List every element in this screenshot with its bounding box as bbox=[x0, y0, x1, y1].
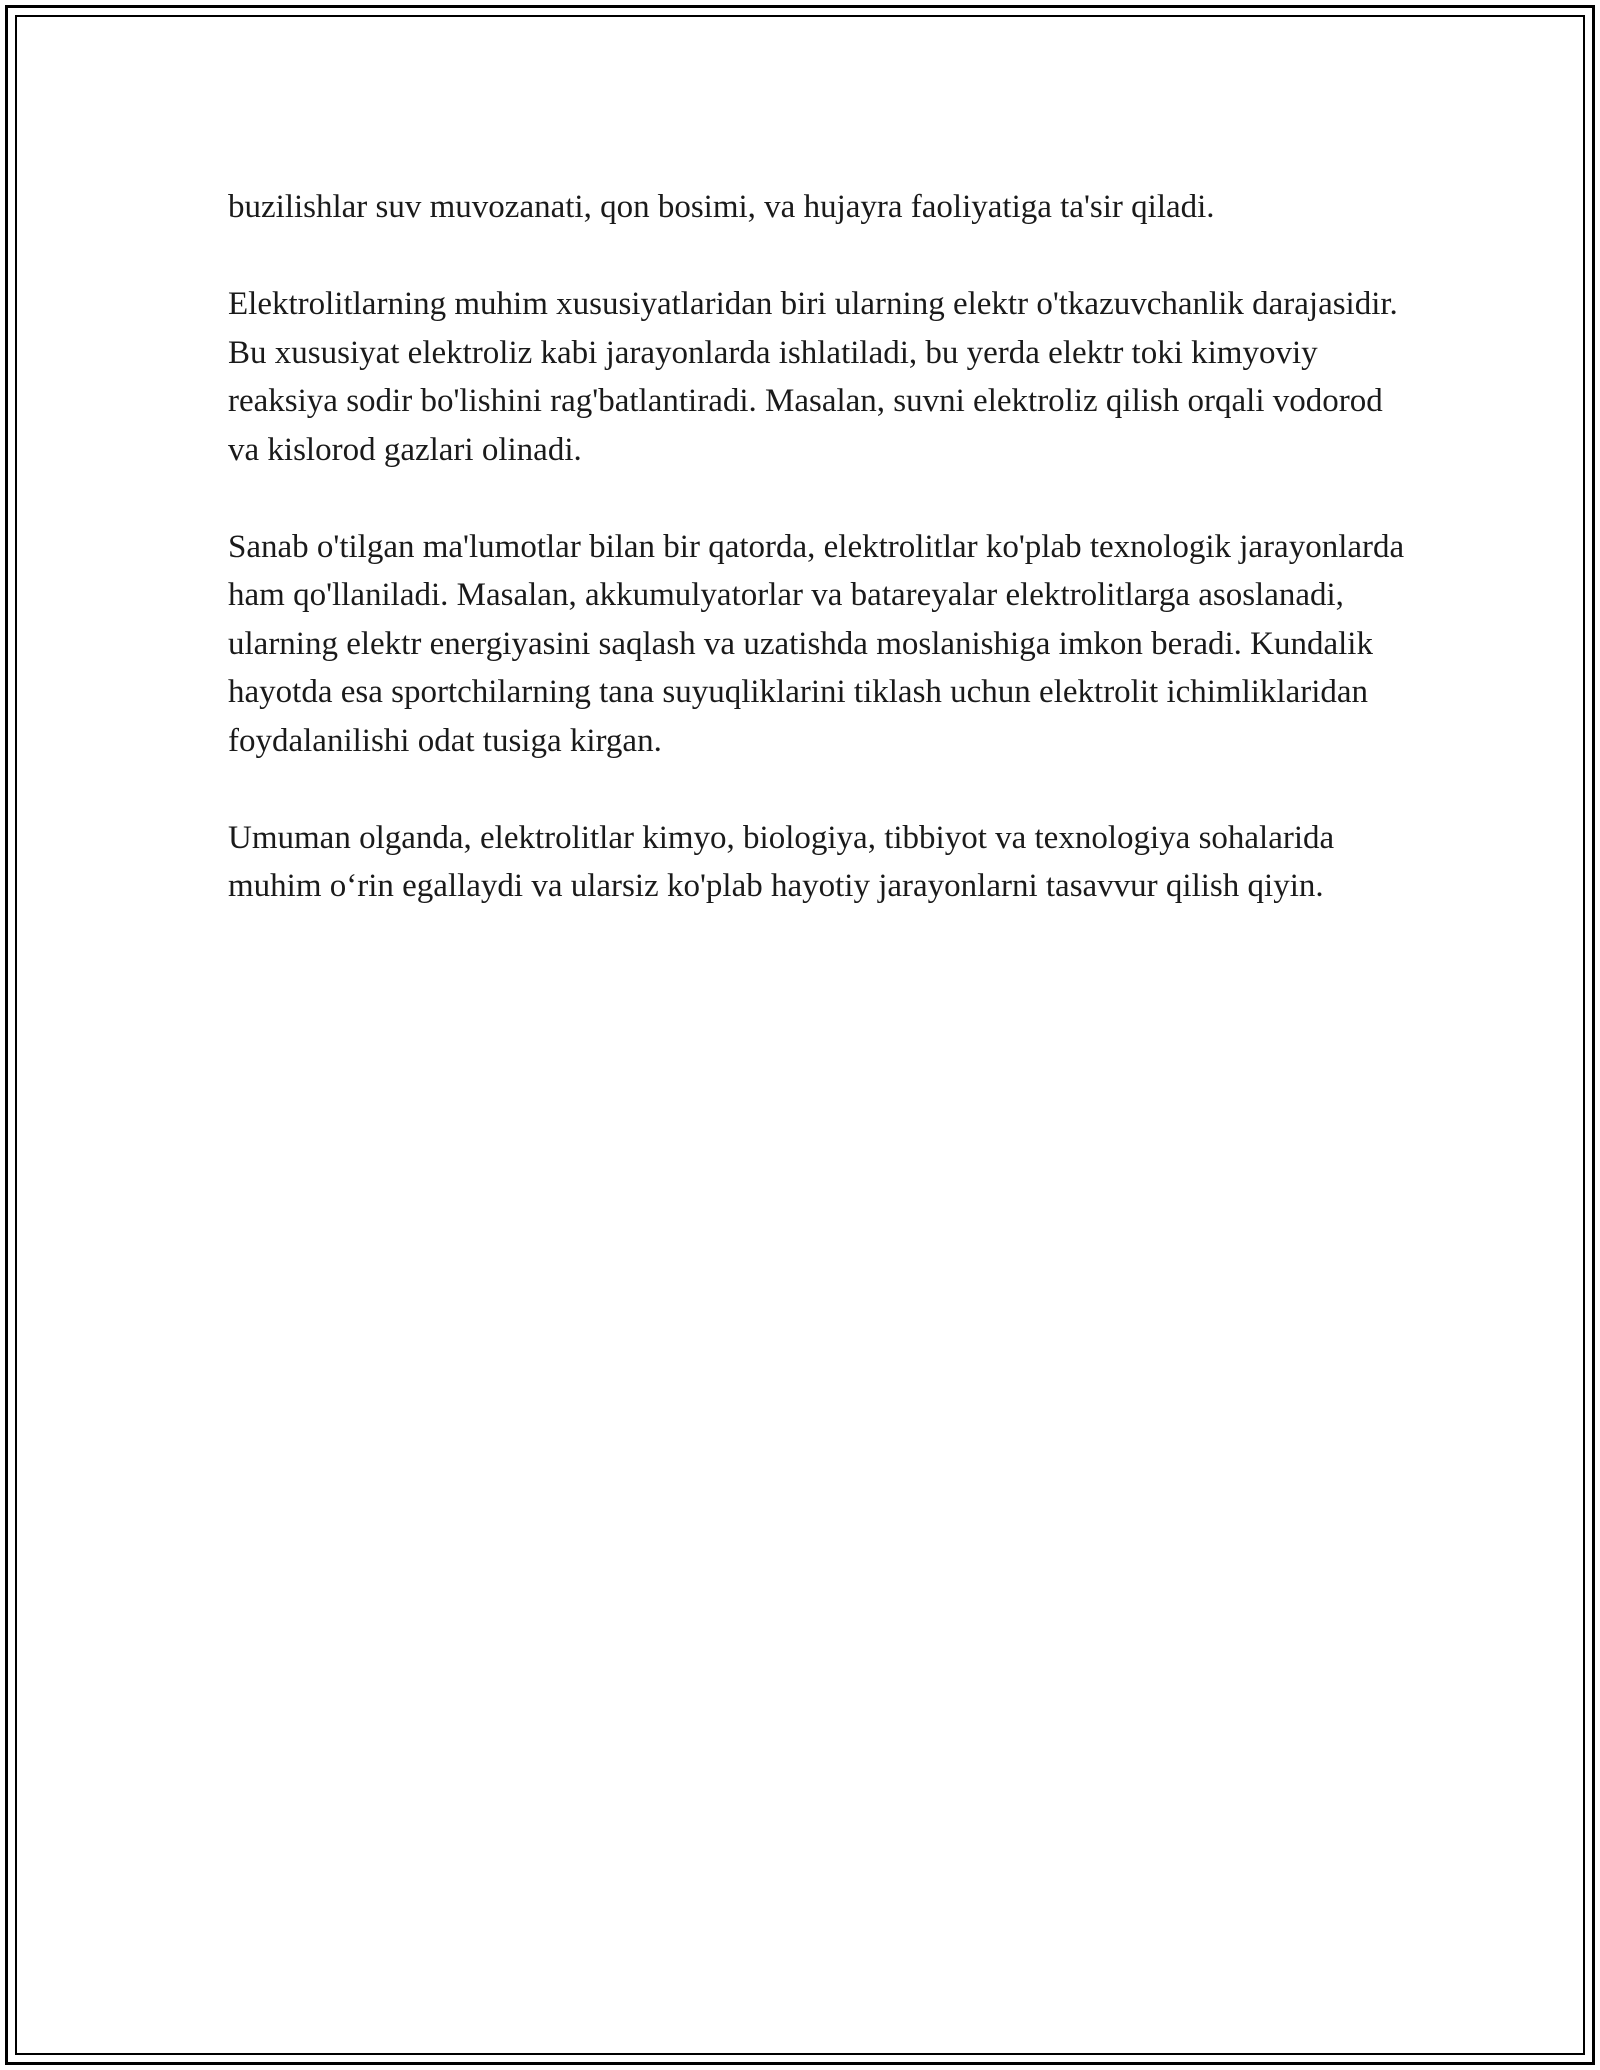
paragraph-2: Elektrolitlarning muhim xususiyatlaridan biri ularning elektr o'tkazuvchanlik darajasidir. Bu xususiyat elektroliz kabi jarayonlarda ishlatiladi, bu yerda elektr toki kimyoviy reaksiya sodir bo'lishini rag'batlantiradi. Masalan, suvni elektroliz qilish orqali vodorod va kislorod gazlari olinadi. bbox=[228, 286, 1398, 468]
paragraph-1: buzilishlar suv muvozanati, qon bosimi, va hujayra faoliyatiga ta'sir qiladi. bbox=[228, 189, 1215, 225]
document-body bbox=[228, 183, 1408, 959]
paragraph-4: Umuman olganda, elektrolitlar kimyo, biologiya, tibbiyot va texnologiya sohalarida muhim o‘rin egallaydi va ularsiz ko'plab hayotiy jarayonlarni tasavvur qilish qiyin. bbox=[228, 819, 1335, 904]
paragraph-3: Sanab o'tilgan ma'lumotlar bilan bir qatorda, elektrolitlar ko'plab texnologik jarayonlarda ham qo'llaniladi. Masalan, akkumulyatorlar va batareyalar elektrolitlarga asoslanadi, ularning elektr energiyasini saqlash va uzatishda moslanishiga imkon beradi. Kundalik hayotda esa sportchilarning tana suyuqliklarini tiklash uchun elektrolit ichimliklaridan foydalanilishi odat tusiga kirgan. bbox=[228, 528, 1405, 759]
